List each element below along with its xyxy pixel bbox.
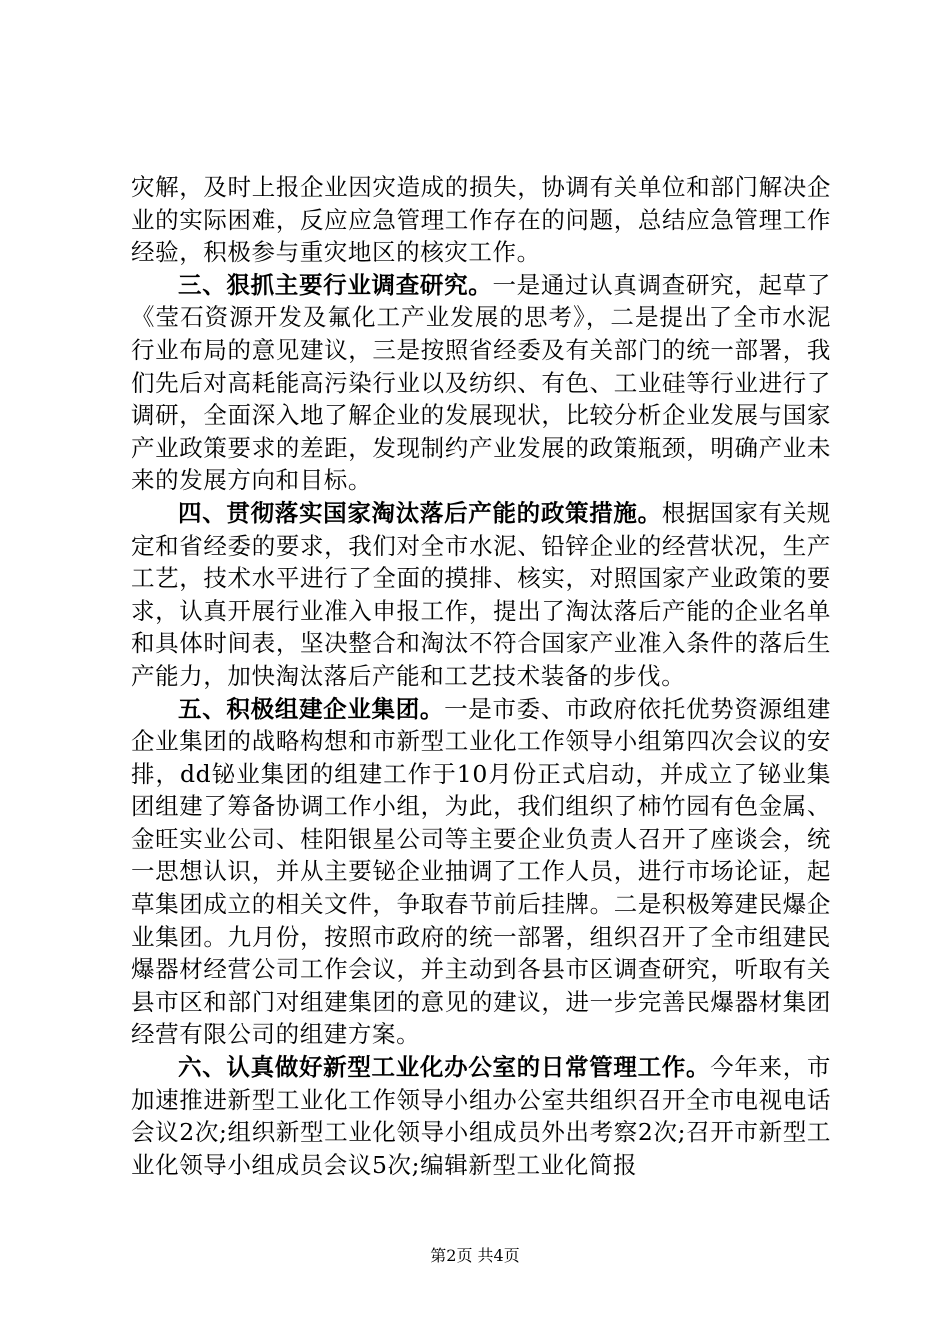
paragraph-text: 灾解，及时上报企业因灾造成的损失，协调有关单位和部门解决企业的实际困难，反应应急管理工作存在的问题，总结应急管理工作经验，积极参与重灾地区的核灾工作。	[131, 173, 831, 267]
paragraph-section-4	[131, 497, 831, 693]
section-heading: 三、狠抓主要行业调查研究。	[178, 270, 493, 299]
paragraph-text: 今年来，市加速推进新型工业化工作领导小组办公室共组织召开全市电视电话会议2次;组织新型工业化领导小组成员外出考察2次;召开市新型工业化领导小组成员会议5次;编辑新型工业化简报	[131, 1053, 832, 1179]
page-number-footer: 第2页 共4页	[430, 1246, 520, 1265]
document-body	[131, 171, 831, 1181]
section-heading: 四、贯彻落实国家淘汰落后产能的政策措施。	[178, 498, 662, 527]
paragraph-text: 一是通过认真调查研究，起草了《莹石资源开发及氟化工产业发展的思考》，二是提出了全市水泥行业布局的意见建议，三是按照省经委及有关部门的统一部署，我们先后对高耗能高污染行业以及纺织、有色、工业硅等行业进行了调研，全面深入地了解企业的发展现状，比较分析企业发展与国家产业政策要求的差距，发现制约产业发展的政策瓶颈，明确产业未来的发展方向和目标。	[131, 270, 831, 495]
section-heading: 五、积极组建企业集团。	[178, 694, 445, 723]
paragraph-text: 一是市委、市政府依托优势资源组建企业集团的战略构想和市新型工业化工作领导小组第四次会议的安排，dd铋业集团的组建工作于10月份正式启动，并成立了铋业集团组建了筹备协调工作小组，为此，我们组织了柿竹园有色金属、金旺实业公司、桂阳银星公司等主要企业负责人召开了座谈会，统一思想认识，并从主要铋企业抽调了工作人员，进行市场论证，起草集团成立的相关文件，争取春节前后挂牌。二是积极筹建民爆企业集团。九月份，按照市政府的统一部署，组织召开了全市组建民爆器材经营公司工作会议，并主动到各县市区调查研究，听取有关县市区和部门对组建集团的意见的建议，进一步完善民爆器材集团经营有限公司的组建方案。	[131, 694, 831, 1049]
paragraph-section-3	[131, 269, 831, 497]
paragraph-text: 根据国家有关规定和省经委的要求，我们对全市水泥、铅锌企业的经营状况，生产工艺，技术水平进行了全面的摸排、核实，对照国家产业政策的要求，认真开展行业准入申报工作，提出了淘汰落后产能的企业名单和具体时间表，坚决整合和淘汰不符合国家产业准入条件的落后生产能力，加快淘汰落后产能和工艺技术装备的步伐。	[131, 498, 832, 690]
section-heading: 六、认真做好新型工业化办公室的日常管理工作。	[178, 1053, 711, 1082]
paragraph-section-6	[131, 1051, 831, 1181]
paragraph-section-5	[131, 693, 831, 1052]
paragraph-continuation	[131, 171, 831, 269]
